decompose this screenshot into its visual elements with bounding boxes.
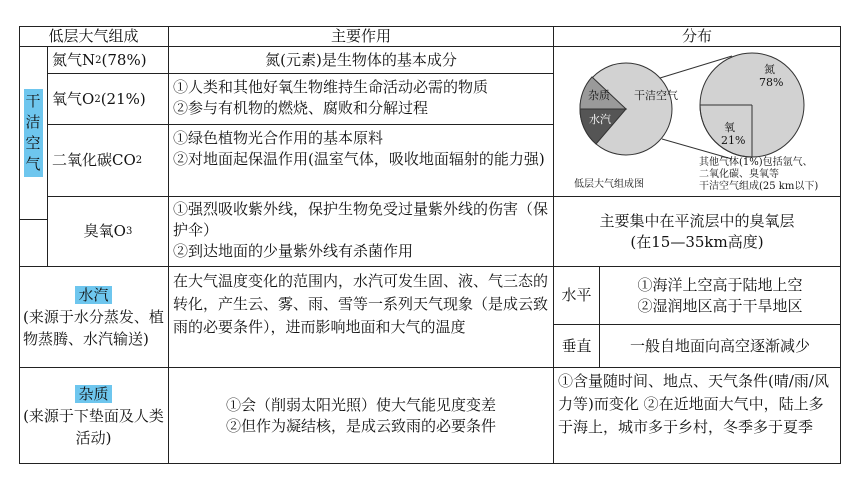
ozone-distribution: 主要集中在平流层中的臭氧层 (在15—35km高度) [554,197,841,267]
impurities-source: (来源于下垫面及人类活动) [23,406,164,447]
vertical-text: 一般自地面向高空逐渐减少 [600,325,841,368]
pie-label-vapor: 水汽 [589,113,611,126]
pie-label-impurity: 杂质 [588,89,610,102]
horizontal-label: 水平 [554,267,600,325]
dry-air-label [19,47,48,220]
header-function: 主要作用 [169,26,554,47]
horizontal-items: ①海洋上空高于陆地上空 ②湿润地区高于干旱地区 [600,267,841,325]
pie-label-n2: 氮 [764,63,775,76]
ozone-roles: ①强烈吸收紫外线，保护生物免受过量紫外线的伤害（保护伞） ②到达地面的少量紫外线有杀菌作用 [169,197,554,267]
pie-diagram-cell [554,47,841,197]
header-distribution: 分布 [554,26,841,47]
pie-label-n2-pct: 78% [759,76,784,89]
co2-name: 二氧化碳CO 2 [48,125,169,197]
vertical-label: 垂直 [554,325,600,368]
pie-label-o2: 氧 [724,121,735,134]
oxygen-name: 氧气O 2 (21%) [48,74,169,125]
pie-caption: 低层大气组成图 [574,179,644,190]
pie-note-3: 干洁空气组成(25 km以下) [699,181,819,192]
pie-note-2: 二氧化碳、臭氧等 [699,169,779,180]
pie-label-dry: 干洁空气 [634,89,678,102]
water-vapor-label: 水汽 [75,286,111,304]
pie-label-o2-pct: 21% [721,134,746,147]
pie-note-1: 其他气体(1%)包括氩气、 [699,157,813,168]
ozone-name: 臭氧O 3 [48,197,169,267]
co2-roles: ①绿色植物光合作用的基本原料 ②对地面起保温作用(温室气体，吸收地面辐射的能力强) [169,125,554,197]
water-vapor-cell [19,267,169,368]
water-vapor-source: (来源于水分蒸发、植物蒸腾、水汽输送) [23,308,164,348]
oxygen-roles: ①人类和其他好氧生物维持生命活动必需的物质 ②参与有机物的燃烧、腐败和分解过程 [169,74,554,125]
header-composition: 低层大气组成 [19,26,169,47]
nitrogen-name: 氮气N 2 (78%) [48,47,169,74]
water-vapor-role: 在大气温度变化的范围内，水汽可发生固、液、气三态的转化，产生云、雾、雨、雪等一系列天气现象（是成云致雨的必要条件），进而影响地面和大气的温度 [169,267,554,368]
impurities-distribution: ①含量随时间、地点、天气条件(晴/雨/风力等)而变化 ②在近地面大气中，陆上多于海上，城市多于乡村，冬季多于夏季 [554,368,841,464]
atmosphere-pie-diagram [554,47,840,196]
impurities-cell [19,368,169,464]
dry-air-label-spacer [19,220,48,267]
impurities-label: 杂质 [75,385,111,403]
impurities-roles: ①会（削弱太阳光照）使大气能见度变差 ②但作为凝结核，是成云致雨的必要条件 [169,368,554,464]
nitrogen-role: 氮(元素)是生物体的基本成分 [169,47,554,74]
dry-air-label-text: 干 洁 空 气 [24,89,43,177]
